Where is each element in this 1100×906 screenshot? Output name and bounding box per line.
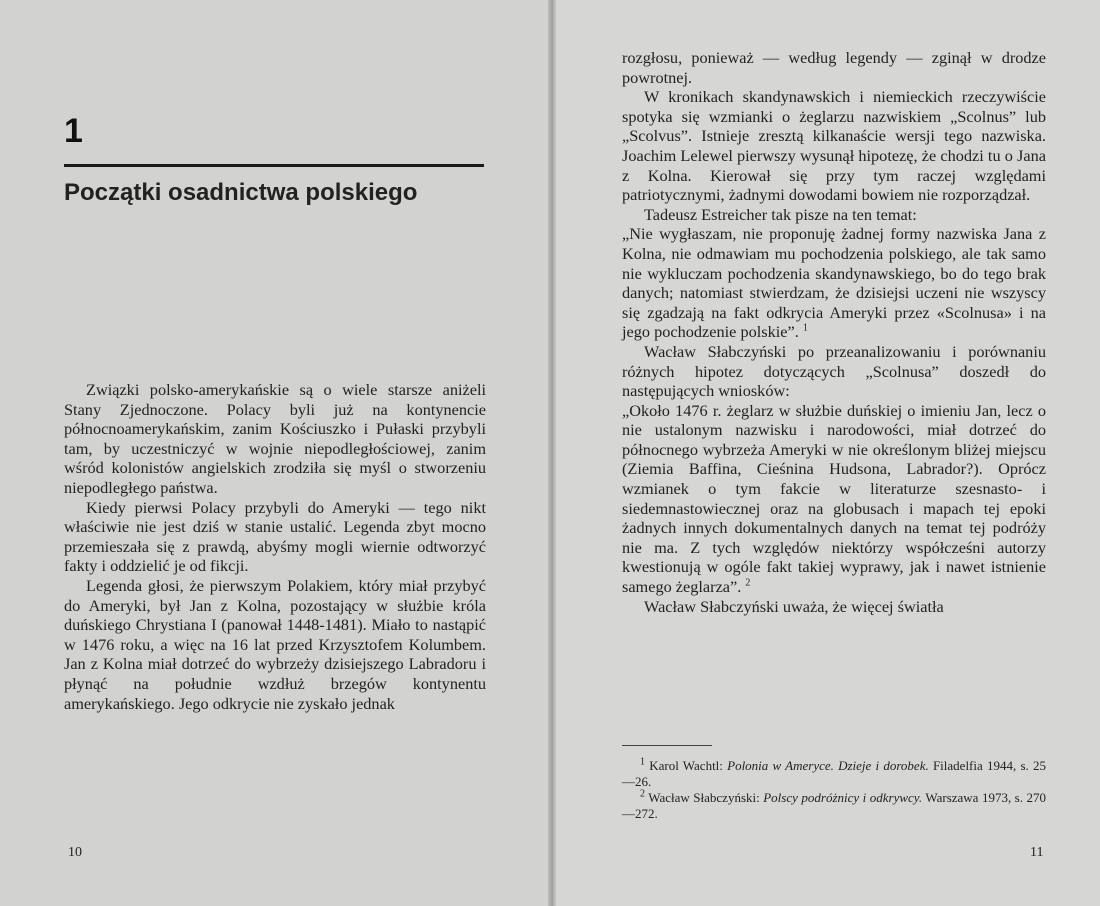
- paragraph: Kiedy pierwsi Polacy przybyli do Ameryki — tego nikt właściwie nie jest dziś w stanie ustalić. Legenda zbyt mocno przemieszała się z prawdą, abyśmy mogli wiernie odtworzyć fakty i oddzielić je od fikcji.: [64, 497, 486, 576]
- right-body-text: [622, 48, 1046, 616]
- footnote-divider: [622, 745, 712, 746]
- paragraph: W kronikach skandynawskich i niemieckich rzeczywiście spotyka się wzmianki o żeglarzu nazwiskiem „Scolnus” lub „Scolvus”. Istnieje zresztą kilkanaście wersji tego nazwiska. Joachim Lelewel pierwszy wysunął hipotezę, że chodzi tu o Jana z Kolna. Kierował się przy tym raczej względami patriotycznymi, żadnymi dowodami bowiem nie rozporządzał.: [622, 87, 1046, 205]
- page-number-right: 11: [1030, 845, 1044, 860]
- paragraph: Wacław Słabczyński po przeanalizowaniu i porównaniu różnych hipotez dotyczących „Scolnusa” doszedł do następujących wniosków:: [622, 341, 1046, 401]
- footnote-title: Polscy podróżnicy i odkrywcy.: [763, 790, 923, 805]
- paragraph: Wacław Słabczyński uważa, że więcej światła: [644, 596, 944, 616]
- footnote-ref: 2: [745, 577, 751, 589]
- paragraph: Tadeusz Estreicher tak pisze na ten temat:: [644, 204, 917, 224]
- left-body-text: [64, 380, 486, 713]
- chapter-title: Początki osadnictwa polskiego: [64, 179, 418, 206]
- footnote-number: 1: [640, 756, 645, 768]
- quote-text: „Nie wygłaszam, nie proponuję żadnej formy nazwiska Jana z Kolna, nie odmawiam mu pochodzenia polskiego, ale tak samo nie wykluczam pochodzenia skandynawskiego, bo do tego brak danych; natomiast stwierdzam, że dzisiejsi uczeni nie wszyscy się zgadzają na fakt odkrycia Ameryki przez «Scolnusa» i na jego pochodzenie polskie”.: [622, 224, 1046, 342]
- footnote-ref: 1: [802, 322, 808, 334]
- paragraph: Legenda głosi, że pierwszym Polakiem, który miał przybyć do Ameryki, był Jan z Kolna, pozostający w służbie króla duńskiego Chrystiana I (panował 1448-1481). Miało to nastąpić w 1476 roku, a więc na 16 lat przed Krzysztofem Kolumbem. Jan z Kolna miał dotrzeć do wybrzeży dzisiejszego Labradoru i płynąć na południe wzdłuż brzegów kontynentu amerykańskiego. Jego odkrycie nie zyskało jednak: [64, 575, 486, 713]
- footnote-author: Karol Wachtl:: [649, 758, 723, 773]
- footnote-author: Wacław Słabczyński:: [648, 790, 760, 805]
- footnote-source: Filadelfia 1944, s. 25—26.: [622, 758, 1046, 789]
- chapter-number: 1: [64, 112, 83, 150]
- quote-paragraph: [622, 224, 1046, 342]
- quote-text: „Około 1476 r. żeglarz w służbie duńskiej o imieniu Jan, lecz o nie ustalonym nazwisku i narodowości, miał dotrzeć do północnego wybrzeża Ameryki w nie określonym bliżej miejscu (Ziemia Baffina, Cieśnina Hudsona, Labrador?). Oprócz wzmianek o tym fakcie w literaturze szesnasto- i siedemnastowiecznej oraz na globusach i mapach tej epoki żadnych innych dokumentalnych danych na temat tej podróży nie ma. Z tych względów niektórzy współcześni autorzy kwestionują w ogóle fakt takiej wyprawy, jak i nawet istnienie samego żeglarza”.: [622, 400, 1046, 597]
- quote-paragraph: [622, 401, 1046, 597]
- footnotes: [622, 758, 1046, 822]
- footnote-source: Warszawa 1973, s. 270—272.: [622, 790, 1046, 821]
- footnote: [622, 790, 1046, 822]
- footnote-title: Polonia w Ameryce. Dzieje i dorobek.: [727, 758, 929, 773]
- footnote: [622, 758, 1046, 790]
- paragraph: Związki polsko-amerykańskie są o wiele starsze aniżeli Stany Zjednoczone. Polacy byli już na kontynencie północnoamerykańskim, zanim Kościuszko i Pułaski przybyli tam, by uczestniczyć w wojnie niepodległościowej, zanim wśród kolonistów angielskich zrodziła się myśl o stworzeniu niepodległego państwa.: [64, 380, 486, 497]
- page-number-left: 10: [68, 845, 82, 860]
- chapter-divider: [64, 164, 484, 167]
- paragraph: rozgłosu, ponieważ — według legendy — zginął w drodze powrotnej.: [622, 48, 1046, 87]
- footnote-number: 2: [640, 788, 645, 800]
